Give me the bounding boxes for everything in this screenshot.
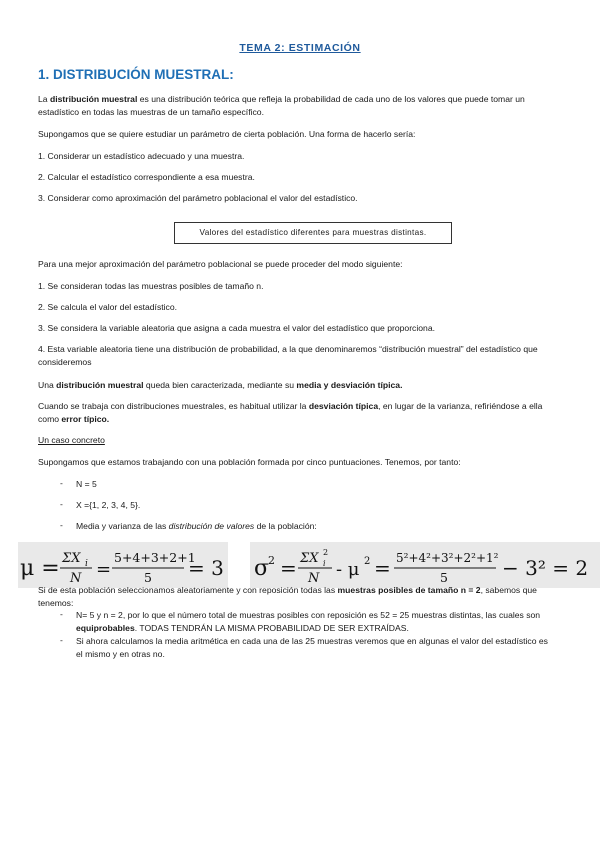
sigma-equals: = <box>280 556 297 580</box>
step-item: 3. Se considera la variable aleatoria que asigna a cada muestra el valor del estadístico que proporciona. <box>38 323 435 333</box>
bullet-item: Si ahora calculamos la media aritmética en cada una de las 25 muestras veremos que en algunas el valor del estadístico es el mismo y en otras no. <box>76 636 548 659</box>
bullet-dash: - <box>60 478 63 488</box>
paragraph: Supongamos que estamos trabajando con una población formada por cinco puntuaciones. Tenemos, por tanto: <box>38 457 461 467</box>
italic-term: distribución de valores <box>168 521 255 531</box>
mu-numerator2: 5+4+3+2+1 <box>114 550 196 565</box>
paragraph: Para una mejor aproximación del parámetro poblacional se puede proceder del modo siguiente: <box>38 259 403 269</box>
sigma-num-sup: 2 <box>323 548 329 557</box>
paragraph <box>38 400 556 426</box>
sigma-denominator2: 5 <box>440 570 448 585</box>
paragraph: Supongamos que se quiere estudiar un parámetro de cierta población. Una forma de hacerlo sería: <box>38 129 416 139</box>
mu-numerator: ΣX <box>62 551 81 566</box>
mu-denominator: N <box>70 571 82 586</box>
bullet-dash: - <box>60 499 63 509</box>
sigma-minus-mu: - μ <box>336 559 360 580</box>
highlight-box: Valores del estadístico diferentes para muestras distintas. <box>174 222 452 244</box>
step-item: 2. Calcular el estadístico correspondiente a esa muestra. <box>38 172 255 182</box>
bullet-dash: - <box>60 520 63 530</box>
text: La <box>38 94 50 104</box>
subheading: Un caso concreto <box>38 435 105 445</box>
mu-subscript: i <box>85 559 88 569</box>
bold-term: desviación típica <box>308 401 379 411</box>
sigma-result: − 3² = 2 <box>502 556 589 580</box>
section-heading: 1. DISTRIBUCIÓN MUESTRAL: <box>38 67 234 82</box>
intro-paragraph <box>38 93 556 119</box>
mu-result: = 3 <box>188 556 224 580</box>
mu-squared-sup: 2 <box>364 556 371 567</box>
text: Media y varianza de las <box>76 521 169 531</box>
sigma-numerator2: 5²+4²+3²+2²+1² <box>396 551 499 565</box>
sigma-lhs: σ <box>254 556 270 581</box>
paragraph <box>38 379 556 392</box>
bullet-dash: - <box>60 635 63 645</box>
text: Una <box>38 380 57 390</box>
paragraph <box>38 584 556 610</box>
step-item: 3. Considerar como aproximación del parámetro poblacional el valor del estadístico. <box>38 193 358 203</box>
sigma-numerator: ΣX <box>300 551 319 566</box>
sigma-denominator: N <box>308 571 320 586</box>
sigma-superscript: 2 <box>268 554 275 567</box>
text: , sabemos que tenemos: <box>38 585 537 608</box>
text: N= 5 y n = 2, por lo que el número total de muestras posibles con reposición es 52 = 25 muestras distintas, las cuales son <box>76 610 541 620</box>
step-item: 1. Se consideran todas las muestras posibles de tamaño n. <box>38 281 264 291</box>
text: de la población: <box>254 521 317 531</box>
text: Cuando se trabaja con distribuciones muestrales, es habitual utilizar la <box>38 401 309 411</box>
bullet-item <box>76 609 556 635</box>
step-item: 4. Esta variable aleatoria tiene una distribución de probabilidad, a la que denominaremos “distribución muestral” del estadístico que consideremos <box>38 344 538 367</box>
page-title: TEMA 2: ESTIMACIÓN <box>239 42 361 54</box>
text: , en lugar de la varianza, refiriéndose a ella como <box>38 401 543 424</box>
text: . TODAS TENDRÁN LA MISMA PROBABILIDAD DE SER EXTRAÍDAS. <box>134 623 409 633</box>
bold-term: distribución muestral <box>49 94 138 104</box>
mu-equals: = <box>96 559 112 580</box>
bold-term: muestras posibles de tamaño n = 2 <box>337 585 481 595</box>
step-item: 2. Se calcula el valor del estadístico. <box>38 302 178 312</box>
bold-term: equiprobables <box>76 623 135 633</box>
bullet-item: N = 5 <box>76 479 97 489</box>
bold-term: distribución muestral <box>56 380 144 390</box>
mu-lhs: μ = <box>20 556 60 581</box>
sigma-num-sub: i <box>323 559 326 568</box>
sigma-equals2: = <box>374 556 391 580</box>
mu-denominator2: 5 <box>144 570 152 585</box>
bold-term: error típico. <box>61 414 110 424</box>
text: Si de esta población seleccionamos aleatoriamente y con reposición todas las <box>38 585 338 595</box>
text: queda bien caracterizada, mediante su <box>143 380 297 390</box>
step-item: 1. Considerar un estadístico adecuado y una muestra. <box>38 151 245 161</box>
bullet-item <box>76 520 317 533</box>
bullet-item: X ={1, 2, 3, 4, 5}. <box>76 500 141 510</box>
bullet-dash: - <box>60 609 63 619</box>
text: es una distribución teórica que refleja la probabilidad de cada uno de los valores que puede tomar un estadístico en todas las muestras de un tamaño específico. <box>38 94 525 117</box>
bold-term: media y desviación típica. <box>296 380 403 390</box>
